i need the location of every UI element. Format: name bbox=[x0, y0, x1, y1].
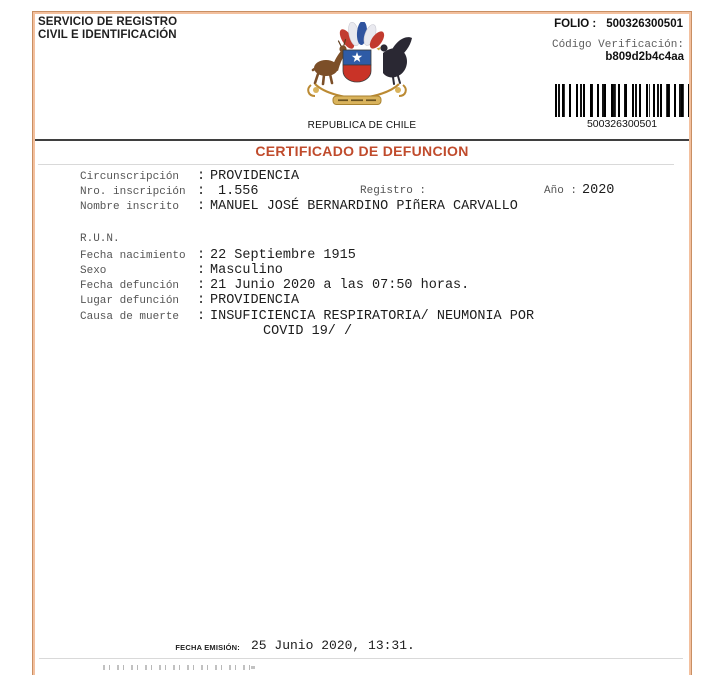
barcode-icon bbox=[555, 84, 689, 117]
field-row-run bbox=[80, 233, 680, 248]
registro-label: Registro : bbox=[360, 185, 427, 198]
folio-value: 500326300501 bbox=[606, 18, 683, 30]
spacer-row bbox=[80, 215, 680, 233]
agency-name-line2: CIVIL E IDENTIFICACIÓN bbox=[38, 29, 177, 41]
agency-name-line1: SERVICIO DE REGISTRO bbox=[38, 16, 178, 28]
shield bbox=[343, 50, 371, 82]
field-label: Fecha nacimiento bbox=[80, 249, 186, 262]
field-row-sexo bbox=[80, 263, 680, 278]
field-colon: : bbox=[197, 308, 206, 324]
verification-code-value: b809d2b4c4aa bbox=[605, 51, 684, 63]
folio-label: FOLIO : bbox=[554, 18, 597, 30]
field-row-causa-muerte-cont bbox=[80, 324, 680, 339]
field-row-lugar-defuncion bbox=[80, 293, 680, 308]
condor bbox=[377, 37, 413, 84]
field-value: INSUFICIENCIA RESPIRATORIA/ NEUMONIA POR bbox=[210, 308, 535, 324]
field-value: 1.556 bbox=[218, 184, 259, 200]
field-row-nro-inscripcion bbox=[80, 184, 680, 199]
fecha-emision-label: FECHA EMISIÓN: bbox=[175, 643, 240, 652]
field-row-circunscripcion bbox=[80, 169, 680, 184]
cutoff-text-fragment bbox=[103, 665, 253, 670]
field-label: Causa de muerte bbox=[80, 310, 180, 323]
field-label: Nombre inscrito bbox=[80, 201, 180, 214]
cutoff-text-fragment-dot bbox=[251, 666, 255, 669]
field-value: 21 Junio 2020 a las 07:50 horas. bbox=[210, 278, 470, 294]
field-row-fecha-defuncion bbox=[80, 278, 680, 293]
field-colon: : bbox=[197, 278, 206, 294]
field-label: Sexo bbox=[80, 264, 107, 277]
title-divider bbox=[38, 164, 674, 165]
field-value: 22 Septiembre 1915 bbox=[210, 247, 356, 263]
fecha-emision-value: 25 Junio 2020, 13:31. bbox=[251, 638, 415, 653]
field-colon: : bbox=[197, 293, 206, 309]
coat-of-arms-icon bbox=[297, 22, 427, 117]
field-label: Circunscripción bbox=[80, 171, 180, 183]
field-label: Fecha defunción bbox=[80, 280, 180, 293]
verification-code-label: Código Verificación: bbox=[551, 39, 684, 51]
folio-row bbox=[554, 18, 683, 30]
field-value: Masculino bbox=[210, 262, 283, 278]
field-label: R.U.N. bbox=[80, 232, 120, 245]
header-divider bbox=[35, 139, 689, 141]
certificate-frame bbox=[33, 12, 691, 675]
barcode-number: 500326300501 bbox=[586, 118, 658, 130]
field-value: MANUEL JOSÉ BERNARDINO PIñERA CARVALLO bbox=[210, 199, 518, 215]
field-label: Nro. inscripción bbox=[80, 186, 186, 199]
agency-name bbox=[38, 16, 177, 42]
ano-label: Año : bbox=[544, 185, 578, 198]
field-row-fecha-nacimiento bbox=[80, 248, 680, 263]
footer-divider bbox=[39, 658, 683, 659]
field-colon: : bbox=[197, 247, 206, 263]
certificate-title: CERTIFICADO DE DEFUNCION bbox=[255, 143, 469, 159]
field-colon: : bbox=[197, 262, 206, 278]
fields-section bbox=[80, 169, 680, 339]
base-ornament bbox=[308, 84, 406, 105]
field-colon: : bbox=[197, 169, 206, 184]
field-label: Lugar defunción bbox=[80, 295, 180, 308]
field-row-causa-muerte bbox=[80, 309, 680, 324]
field-value: COVID 19/ / bbox=[263, 323, 353, 339]
huemul bbox=[313, 40, 347, 85]
emblem-caption: REPUBLICA DE CHILE bbox=[307, 120, 417, 131]
field-value: PROVIDENCIA bbox=[210, 169, 300, 184]
ano-value: 2020 bbox=[582, 183, 615, 199]
field-colon: : bbox=[197, 199, 206, 215]
field-row-nombre-inscrito bbox=[80, 199, 680, 214]
field-colon: : bbox=[197, 184, 206, 200]
field-value: PROVIDENCIA bbox=[210, 293, 300, 309]
